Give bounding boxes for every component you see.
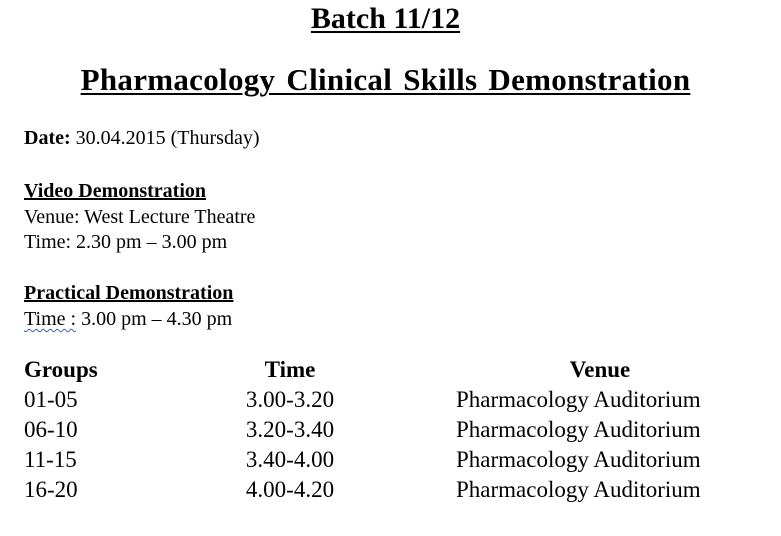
row-time: 3.40-4.00	[245, 447, 335, 472]
video-demo-venue: Venue: West Lecture Theatre	[24, 206, 256, 228]
table-row	[0, 417, 781, 447]
schedule-header-row	[0, 357, 781, 387]
row-groups: 06-10	[24, 417, 78, 442]
row-time: 3.20-3.40	[245, 417, 335, 442]
table-row	[0, 387, 781, 417]
row-time: 3.00-3.20	[245, 387, 335, 412]
practical-demo-heading: Practical Demonstration	[24, 282, 234, 304]
row-groups: 16-20	[24, 477, 78, 502]
row-venue: Pharmacology Auditorium	[456, 387, 701, 412]
row-venue: Pharmacology Auditorium	[456, 417, 701, 442]
row-time: 4.00-4.20	[245, 477, 335, 502]
row-venue: Pharmacology Auditorium	[456, 477, 701, 502]
header-venue: Venue	[569, 357, 631, 382]
table-row	[0, 447, 781, 477]
practical-demo-time-value: 3.00 pm – 4.30 pm	[81, 308, 233, 330]
video-demo-time: Time: 2.30 pm – 3.00 pm	[24, 231, 228, 253]
row-venue: Pharmacology Auditorium	[456, 447, 701, 472]
video-demo-heading: Video Demonstration	[24, 180, 207, 202]
table-row	[0, 477, 781, 507]
practical-demo-time-label: Time :	[24, 308, 77, 330]
batch-title: Batch 11/12	[310, 2, 461, 35]
practical-demo-time	[24, 308, 232, 331]
row-groups: 11-15	[24, 447, 77, 472]
date-value: 30.04.2015 (Thursday)	[75, 127, 260, 149]
date-line	[24, 127, 260, 150]
row-groups: 01-05	[24, 387, 78, 412]
header-groups: Groups	[24, 357, 98, 382]
page-title: Pharmacology Clinical Skills Demonstration	[80, 62, 691, 97]
header-time: Time	[264, 357, 316, 382]
date-label: Date:	[24, 127, 71, 149]
